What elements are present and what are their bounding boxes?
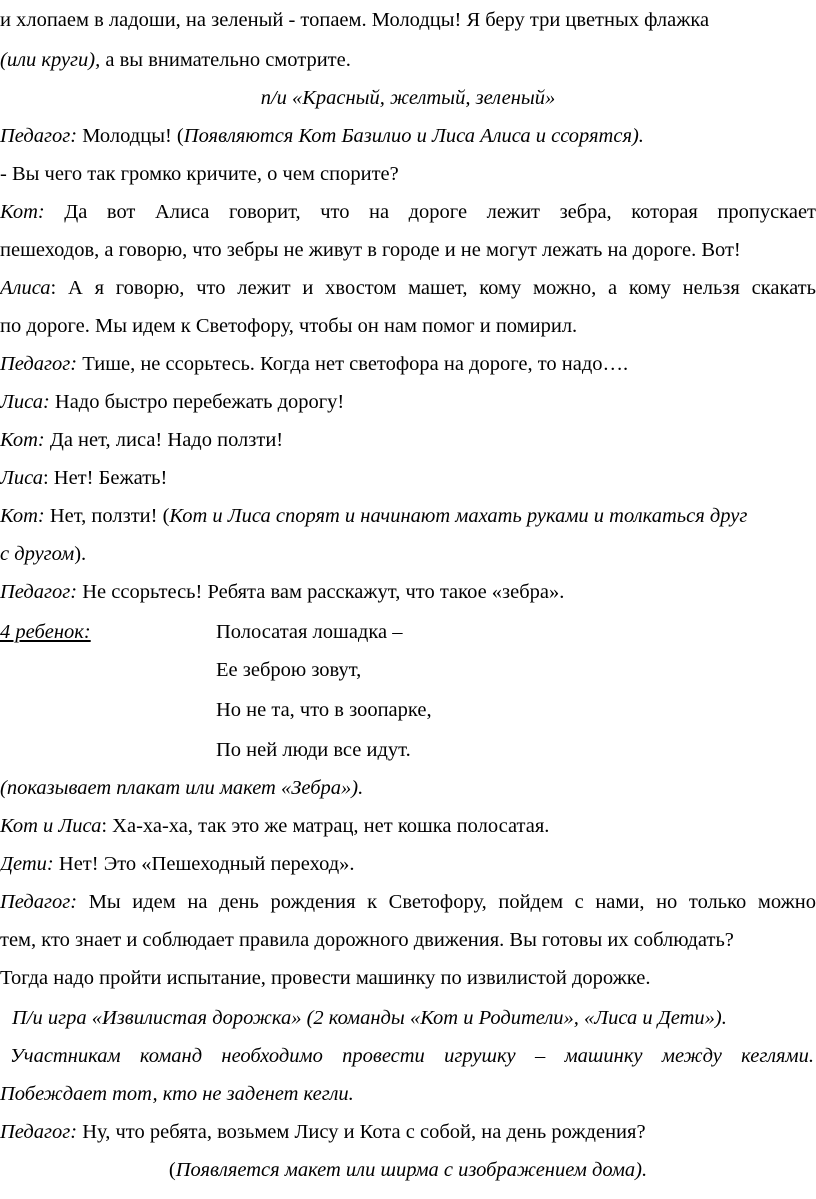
- line-text: - Вы чего так громко кричите, о чем спорите?: [0, 163, 399, 185]
- text-line-1: [0, 8, 816, 32]
- line-text: Надо быстро перебежать дорогу!: [49, 391, 345, 413]
- poem-line-2: Ее зеброю зовут,: [216, 659, 362, 681]
- text-line-12: [0, 428, 816, 452]
- line-text: Тише, не ссорьтесь. Когда нет светофора на дороге, то надо….: [77, 353, 629, 375]
- stage-direction: Кот и Лиса спорят и начинают махать руками и толкаться друг: [169, 505, 748, 527]
- speaker-label: Кот:: [0, 201, 45, 223]
- speaker-label: Педагог:: [0, 353, 78, 375]
- line-text: ).: [74, 543, 87, 565]
- text-line-23: [0, 852, 816, 876]
- text-line-25: [0, 928, 816, 952]
- line-text: тем, кто знает и соблюдает правила дорожного движения. Вы готовы их соблюдать?: [0, 929, 734, 951]
- text-line-24: [0, 890, 816, 914]
- stage-direction: с другом: [0, 543, 75, 565]
- poem-line-1: Полосатая лошадка –: [216, 621, 403, 643]
- text-line-30: [0, 1120, 816, 1144]
- text-line-16: [0, 580, 816, 604]
- text-line-5: [0, 162, 816, 186]
- speaker-label: Лиса:: [0, 391, 50, 413]
- text-line-9: [0, 314, 816, 338]
- text-line-31: [0, 1158, 816, 1182]
- game-title: п/и «Красный, желтый, зеленый»: [260, 87, 556, 109]
- line-text: : Нет! Бежать!: [42, 467, 168, 489]
- line-text: Нет, ползти! (: [44, 505, 170, 527]
- text-line-6: [0, 200, 816, 224]
- text-line-10: [0, 352, 816, 376]
- game-rules-line-1: Участникам команд необходимо провести игрушку – машинку между кеглями.: [10, 1045, 814, 1067]
- line-text: а вы внимательно смотрите.: [100, 49, 351, 71]
- text-line-26: [0, 966, 816, 990]
- italic-remark: (или круги),: [0, 49, 101, 71]
- speaker-label: Педагог:: [0, 125, 78, 147]
- speaker-label: Педагог:: [0, 891, 78, 913]
- speaker-label: 4 ребенок:: [0, 621, 91, 643]
- speaker-label: Кот и Лиса: [0, 815, 102, 837]
- line-text: : А я говорю, что лежит и хвостом машет, кому можно, а кому нельзя скакать: [50, 277, 816, 299]
- text-line-13: [0, 466, 816, 490]
- text-line-8: [0, 276, 816, 300]
- line-text: : Ха-ха-ха, так это же матрац, нет кошка полосатая.: [101, 815, 550, 837]
- line-text: Мы идем на день рождения к Светофору, пойдем с нами, но только можно: [77, 891, 816, 913]
- speaker-label: Педагог:: [0, 581, 78, 603]
- poem-line-3: Но не та, что в зоопарке,: [216, 699, 432, 721]
- text-line-7: [0, 238, 816, 262]
- line-text: пешеходов, а говорю, что зебры не живут в городе и не могут лежать на дороге. Вот!: [0, 239, 741, 261]
- stage-direction-line: (показывает плакат или макет «Зебра»).: [0, 777, 364, 799]
- line-text: Да вот Алиса говорит, что на дороге лежит зебра, которая пропускает: [44, 201, 816, 223]
- text-line-4: [0, 124, 816, 148]
- stage-direction: Появляется макет или ширма с изображением дома).: [175, 1159, 648, 1181]
- game-rules-line-2: Побеждает тот, кто не заденет кегли.: [0, 1083, 354, 1105]
- line-text: Ну, что ребята, возьмем Лису и Кота с собой, на день рождения?: [77, 1121, 646, 1143]
- game-description-title: П/и игра «Извилистая дорожка» (2 команды «Кот и Родители», «Лиса и Дети»).: [12, 1007, 727, 1029]
- text-line-15: [0, 542, 816, 566]
- line-text: и хлопаем в ладоши, на зеленый - топаем. Молодцы! Я беру три цветных флажка: [0, 9, 710, 31]
- line-text: Молодцы! (: [77, 125, 184, 147]
- speaker-label: Кот:: [0, 505, 45, 527]
- speaker-label: Алиса: [0, 277, 51, 299]
- speaker-label: Лиса: [0, 467, 43, 489]
- line-text: Не ссорьтесь! Ребята вам расскажут, что такое «зебра».: [77, 581, 565, 603]
- line-text: Нет! Это «Пешеходный переход».: [53, 853, 355, 875]
- line-text: Тогда надо пройти испытание, провести машинку по извилистой дорожке.: [0, 967, 651, 989]
- line-text: Да нет, лиса! Надо ползти!: [44, 429, 284, 451]
- text-line-22: [0, 814, 816, 838]
- text-line-14: [0, 504, 816, 528]
- line-text: (: [168, 1159, 176, 1181]
- text-line-2: [0, 48, 816, 72]
- speaker-label: Кот:: [0, 429, 45, 451]
- text-line-11: [0, 390, 816, 414]
- poem-line-4: По ней люди все идут.: [216, 739, 411, 761]
- speaker-label: Педагог:: [0, 1121, 78, 1143]
- stage-direction: Появляются Кот Базилио и Лиса Алиса и ссорятся).: [183, 125, 644, 147]
- speaker-label: Дети:: [0, 853, 54, 875]
- line-text: по дороге. Мы идем к Светофору, чтобы он нам помог и помирил.: [0, 315, 578, 337]
